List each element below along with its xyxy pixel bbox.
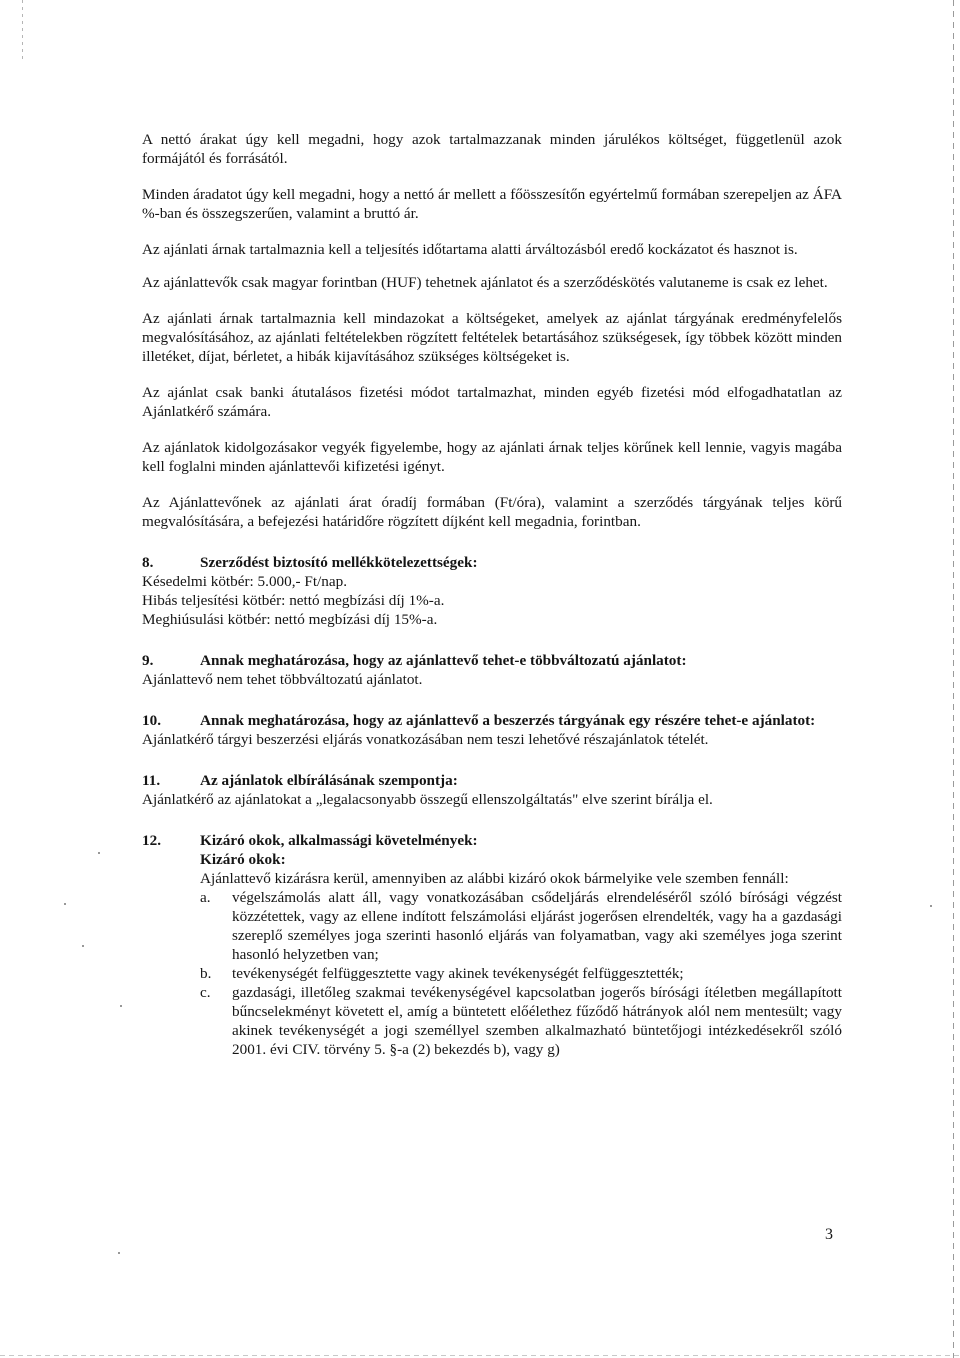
- list-item-letter: c.: [200, 984, 211, 1001]
- section-8-number: 8.: [142, 554, 154, 571]
- scan-artifact-right: [953, 0, 954, 1358]
- scan-speck: [120, 1005, 122, 1007]
- section-9-number: 9.: [142, 652, 154, 669]
- section-8-title: Szerződést biztosító mellékkötelezettségek:: [200, 554, 478, 571]
- penalty-defective: Hibás teljesítési kötbér: nettó megbízási díj 1%-a.: [142, 592, 445, 609]
- penalty-failure: Meghiúsulási kötbér: nettó megbízási díj 15%-a.: [142, 611, 438, 628]
- scan-speck: [64, 903, 66, 905]
- page-number: 3: [825, 1226, 833, 1243]
- paragraph-payment: Az ajánlat csak banki átutalásos fizetési módot tartalmazhat, minden egyéb fizetési mód elfogadhatatlan az Ajánlatkérő számára.: [142, 384, 842, 420]
- paragraph-price-risk: Az ajánlati árnak tartalmaznia kell a teljesítés időtartama alatti árváltozásból eredő kockázatot és hasznot is.: [142, 241, 798, 258]
- list-item: [200, 964, 842, 983]
- section-11-title: Az ajánlatok elbírálásának szempontja:: [200, 772, 458, 789]
- section-8: [142, 553, 842, 629]
- section-11-number: 11.: [142, 772, 161, 789]
- section-9-text: Ajánlattevő nem tehet többváltozatú ajánlatot.: [142, 671, 423, 688]
- scan-speck: [98, 852, 100, 854]
- scan-speck: [118, 1252, 120, 1254]
- section-11-text: Ajánlatkérő az ajánlatokat a „legalacsonyabb összegű ellenszolgáltatás" elve szerint bírálja el.: [142, 791, 713, 808]
- section-10-number: 10.: [142, 712, 161, 729]
- scan-artifact-bottom: [0, 1355, 960, 1356]
- penalty-delay: Késedelmi kötbér: 5.000,- Ft/nap.: [142, 573, 347, 590]
- scan-speck: [930, 905, 932, 907]
- section-10-text: Ajánlatkérő tárgyi beszerzési eljárás vonatkozásában nem teszi lehetővé részajánlatok tételét.: [142, 731, 709, 748]
- paragraph-hourly-rate: Az Ajánlattevőnek az ajánlati árat óradíj formában (Ft/óra), valamint a szerződés tárgyának teljes körű megvalósítására, a befejezési határidőre rögzített díjként kell megadnia, forintban.: [142, 494, 842, 530]
- paragraph-completeness: Az ajánlatok kidolgozásakor vegyék figyelembe, hogy az ajánlati árnak teljes körűnek kell lennie, vagyis magába kell foglalni minden ajánlattevői kifizetési igényt.: [142, 439, 842, 475]
- list-item: [200, 983, 842, 1059]
- section-10-title: Annak meghatározása, hogy az ajánlattevő a beszerzés tárgyának egy részére tehet-e ajánlatot:: [200, 712, 816, 729]
- paragraph-currency: Az ajánlattevők csak magyar forintban (HUF) tehetnek ajánlatot és a szerződéskötés valutaneme is csak ez lehet.: [142, 274, 828, 291]
- section-12: [142, 831, 842, 1059]
- paragraph-costs: Az ajánlati árnak tartalmaznia kell mindazokat a költségeket, amelyek az ajánlat tárgyának eredményfelelős megvalósításához, az ajánlati feltételekben rögzített feltételek betartásához szükségesek, így többek között minden illetéket, díjat, bérletet, a hibák kijavításához szükséges költségeket is.: [142, 310, 842, 365]
- paragraph-net-prices: A nettó árakat úgy kell megadni, hogy azok tartalmazzanak minden járulékos költséget, függetlenül azok formájától és forrásától.: [142, 131, 842, 167]
- section-12-intro: Ajánlattevő kizárásra kerül, amennyiben az alábbi kizáró okok bármelyike vele szemben fennáll:: [200, 870, 789, 887]
- list-item-text: gazdasági, illetőleg szakmai tevékenységével kapcsolatban jogerős bírósági ítéletben megállapított bűncselekményt követett el, amíg a büntetett előélethez fűződő hátrányok alól nem mentesült; vagy akinek tevékenységét a jogi személlyel szemben alkalmazható büntetőjogi intézkedésekről szóló 2001. évi CIV. törvény 5. §-a (2) bekezdés b), vagy g): [232, 984, 842, 1058]
- section-12-subtitle: Kizáró okok:: [200, 851, 286, 868]
- exclusion-list: [142, 888, 842, 1059]
- list-item-letter: a.: [200, 889, 211, 906]
- section-11: [142, 771, 842, 809]
- scan-speck: [82, 945, 84, 947]
- list-item-letter: b.: [200, 965, 212, 982]
- scan-artifact-left: [22, 0, 23, 60]
- section-12-number: 12.: [142, 832, 161, 849]
- list-item-text: tevékenységét felfüggesztette vagy akinek tevékenységét felfüggesztették;: [232, 965, 684, 982]
- list-item-text: végelszámolás alatt áll, vagy vonatkozásában csődeljárás elrendeléséről szóló bírósági végzést közzétettek, vagy az ellene indított felszámolási eljárást jogerősen elrendelték, vagy ha a gazdasági szereplő személyes joga szerinti hasonló eljárás van folyamatban, vagy aki személyes joga szerint hasonló helyzetben van;: [232, 889, 842, 963]
- section-10: [142, 711, 842, 749]
- section-9-title: Annak meghatározása, hogy az ajánlattevő tehet-e többváltozatú ajánlatot:: [200, 652, 687, 669]
- section-9: [142, 651, 842, 689]
- document-body: [142, 130, 842, 1059]
- section-12-title: Kizáró okok, alkalmassági követelmények:: [200, 832, 478, 849]
- section-10-heading: [142, 711, 842, 730]
- paragraph-price-data: Minden áradatot úgy kell megadni, hogy a nettó ár mellett a főösszesítőn egyértelmű formában szerepeljen az ÁFA %-ban és összegszerűen, valamint a bruttó ár.: [142, 186, 842, 222]
- list-item: [200, 888, 842, 964]
